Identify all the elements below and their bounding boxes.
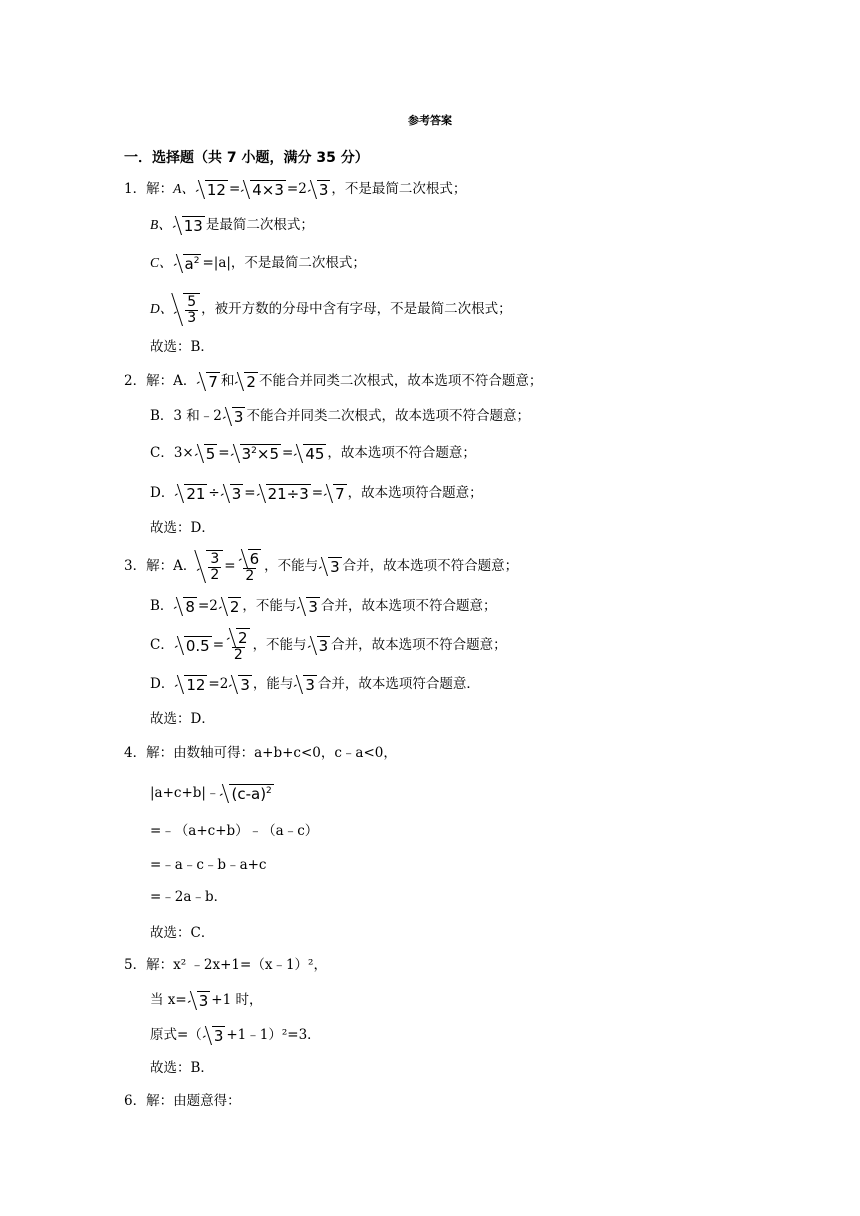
q4-line-2: |a+c+b|﹣ $(c-a)^2$ <box>150 784 272 803</box>
q1-option-a: 1． 解： A、 12 = 4×3 =2 3 ，不是最简二次根式； <box>124 180 467 199</box>
q4-answer: 故选：C． <box>150 925 215 941</box>
q4-line-3: =﹣（a+c+b）﹣（a﹣c） <box>150 823 319 839</box>
page-title: 参考答案 <box>408 114 452 127</box>
q5-line-2: 当 x= 3 +1 时， <box>150 991 263 1010</box>
q3-option-a: 3． 解： A． $\frac{3}{2}$ = $\frac{6}{2}$ ，不能与 3 合并，故本选项不符合题意； <box>124 549 519 584</box>
q5-answer: 故选：B． <box>150 1060 214 1076</box>
q2-option-d: D． 21 ÷ 3 = 21÷3 = 7 ，故本选项符合题意； <box>150 484 483 503</box>
q5-line-3: 原式=（ 3 +1﹣1）²=3． <box>150 1026 321 1045</box>
q1-option-b: B、 13 是最简二次根式； <box>150 216 314 235</box>
q5-line-1: 5． 解：x² ﹣2x+1=（x﹣1）²， <box>124 957 327 973</box>
section-heading: 一．选择题（共 7 小题，满分 35 分） <box>124 150 369 166</box>
sqrt: 12 <box>196 180 228 199</box>
q3-answer: 故选：D． <box>150 711 215 727</box>
q4-line-1: 4． 解：由数轴可得：a+b+c<0，c﹣a<0， <box>124 745 397 761</box>
q1-answer: 故选：B． <box>150 339 214 355</box>
q4-line-5: =﹣2a﹣b． <box>150 889 228 905</box>
q1-option-c: C、 $a^2$ =|a|，不是最简二次根式； <box>150 254 366 273</box>
q2-option-c: C． 3× 5 = $3^2\times 5$ = 45 ，故本选项不符合题意； <box>150 444 476 463</box>
q6-line-1: 6． 解：由题意得： <box>124 1093 241 1109</box>
q3-option-c: C． 0.5 = $\frac{2}{2}$ ，不能与 3 合并，故本选项不符合题意； <box>150 628 507 663</box>
q1-option-d: D、 $\frac{5}{3}$ ，被开方数的分母中含有字母，不是最简二次根式； <box>150 293 512 326</box>
q4-line-4: =﹣a﹣c﹣b﹣a+c <box>150 857 267 873</box>
q3-option-b: B． 8 =2 2 ，不能与 3 合并，故本选项不符合题意； <box>150 597 497 616</box>
q3-option-d: D． 12 =2 3 ，能与 3 合并，故本选项符合题意． <box>150 675 480 694</box>
q2-option-a: 2． 解： A． 7 和 2 不能合并同类二次根式，故本选项不符合题意； <box>124 372 543 391</box>
q2-answer: 故选：D． <box>150 520 215 536</box>
q2-option-b: B． 3 和﹣2 3 不能合并同类二次根式，故本选项不符合题意； <box>150 407 530 426</box>
